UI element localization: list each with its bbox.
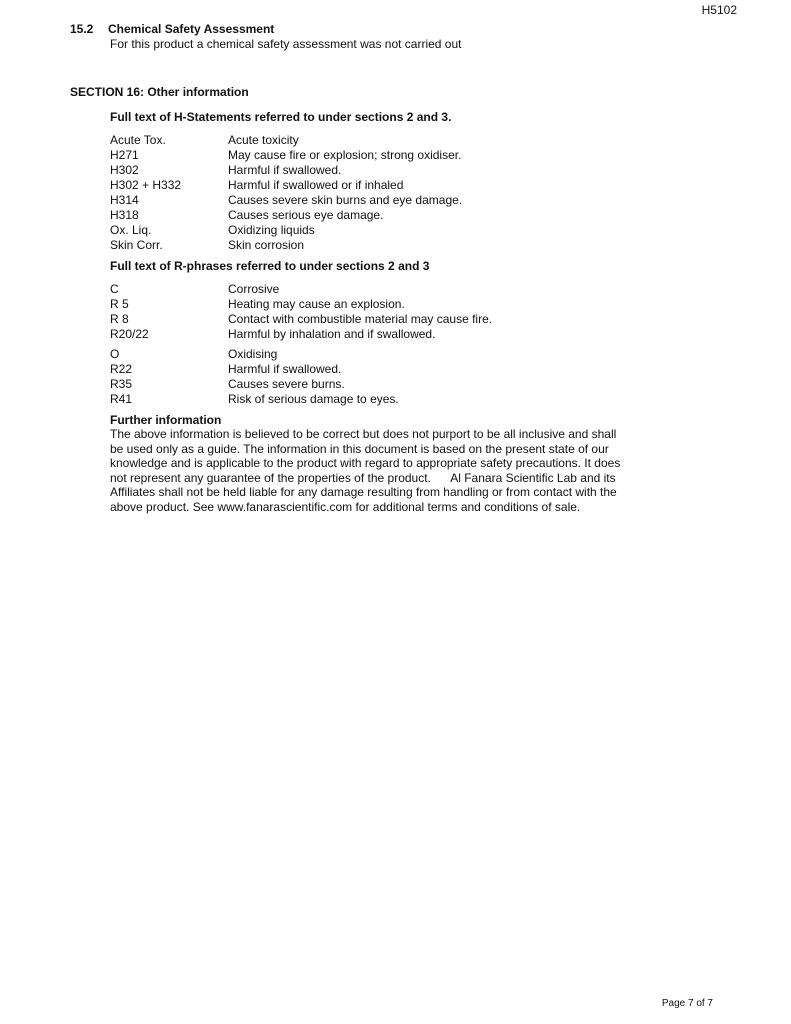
r-phrases-heading: Full text of R-phrases referred to under sections 2 and 3 <box>110 259 430 273</box>
section-15-2-text: For this product a chemical safety assessment was not carried out <box>110 37 462 51</box>
further-information-heading: Further information <box>110 413 222 427</box>
section-15-2-heading <box>70 22 462 36</box>
list-item <box>110 238 462 253</box>
description: Corrosive <box>228 282 280 296</box>
code: H314 <box>110 193 139 207</box>
section-15-2 <box>70 22 462 51</box>
description: Causes severe burns. <box>228 377 345 391</box>
code: H302 <box>110 163 139 177</box>
list-item <box>110 347 399 362</box>
list-item <box>110 392 399 407</box>
description: Acute toxicity <box>228 133 299 147</box>
list-item <box>110 193 462 208</box>
h-statements-list <box>110 133 462 253</box>
code: Ox. Liq. <box>110 223 152 237</box>
description: Causes serious eye damage. <box>228 208 384 222</box>
list-item <box>110 377 399 392</box>
page-number: Page 7 of 7 <box>661 998 713 1009</box>
code: R22 <box>110 362 133 376</box>
section-16-title: SECTION 16: Other information <box>70 85 249 99</box>
paragraph-line: The above information is believed to be correct but does not purport to be all inclusive and shall <box>110 427 617 441</box>
list-item <box>110 223 462 238</box>
list-item <box>110 178 462 193</box>
list-item <box>110 208 462 223</box>
description: Contact with combustible material may cause fire. <box>228 312 493 326</box>
section-title: Chemical Safety Assessment <box>108 22 275 36</box>
document-code: H5102 <box>701 3 737 17</box>
description: Heating may cause an explosion. <box>228 297 405 311</box>
description: Harmful by inhalation and if swallowed. <box>228 327 436 341</box>
list-item <box>110 133 462 148</box>
paragraph-line: Affiliates shall not be held liable for any damage resulting from handling or from contact with the <box>110 485 617 499</box>
description: Harmful if swallowed. <box>228 362 342 376</box>
code: Skin Corr. <box>110 238 163 252</box>
paragraph-line: be used only as a guide. The information in this document is based on the present state of our <box>110 441 609 456</box>
list-item <box>110 327 492 342</box>
list-item <box>110 297 492 312</box>
code: H271 <box>110 148 139 162</box>
description: Oxidising <box>228 347 278 361</box>
r-phrases-list-2 <box>110 347 399 407</box>
description: Risk of serious damage to eyes. <box>228 392 399 406</box>
code: R41 <box>110 392 133 406</box>
paragraph-line: above product. See www.fanarascientific.com for additional terms and conditions of sale. <box>110 499 581 514</box>
description: Oxidizing liquids <box>228 223 315 237</box>
description: Harmful if swallowed. <box>228 163 342 177</box>
list-item <box>110 163 462 178</box>
description: Skin corrosion <box>228 238 305 252</box>
paragraph-line: knowledge and is applicable to the product with regard to appropriate safety precautions. It does <box>110 456 621 470</box>
code: R 5 <box>110 297 129 311</box>
code: R20/22 <box>110 327 149 341</box>
description: Harmful if swallowed or if inhaled <box>228 178 404 192</box>
list-item <box>110 312 492 327</box>
list-item <box>110 282 492 297</box>
code: H302 + H332 <box>110 178 182 192</box>
r-phrases-list-1 <box>110 282 492 342</box>
description: May cause fire or explosion; strong oxidiser. <box>228 148 462 162</box>
code: O <box>110 347 120 361</box>
paragraph-line: not represent any guarantee of the properties of the product. Al Fanara Scientific Lab and its <box>110 470 616 485</box>
list-item <box>110 362 399 377</box>
code: H318 <box>110 208 139 222</box>
section-number: 15.2 <box>70 22 94 36</box>
code: Acute Tox. <box>110 133 166 147</box>
h-statements-heading: Full text of H-Statements referred to under sections 2 and 3. <box>110 110 452 124</box>
list-item <box>110 148 462 163</box>
description: Causes severe skin burns and eye damage. <box>228 193 463 207</box>
code: R 8 <box>110 312 129 326</box>
further-information <box>110 413 670 514</box>
code: R35 <box>110 377 133 391</box>
code: C <box>110 282 119 296</box>
